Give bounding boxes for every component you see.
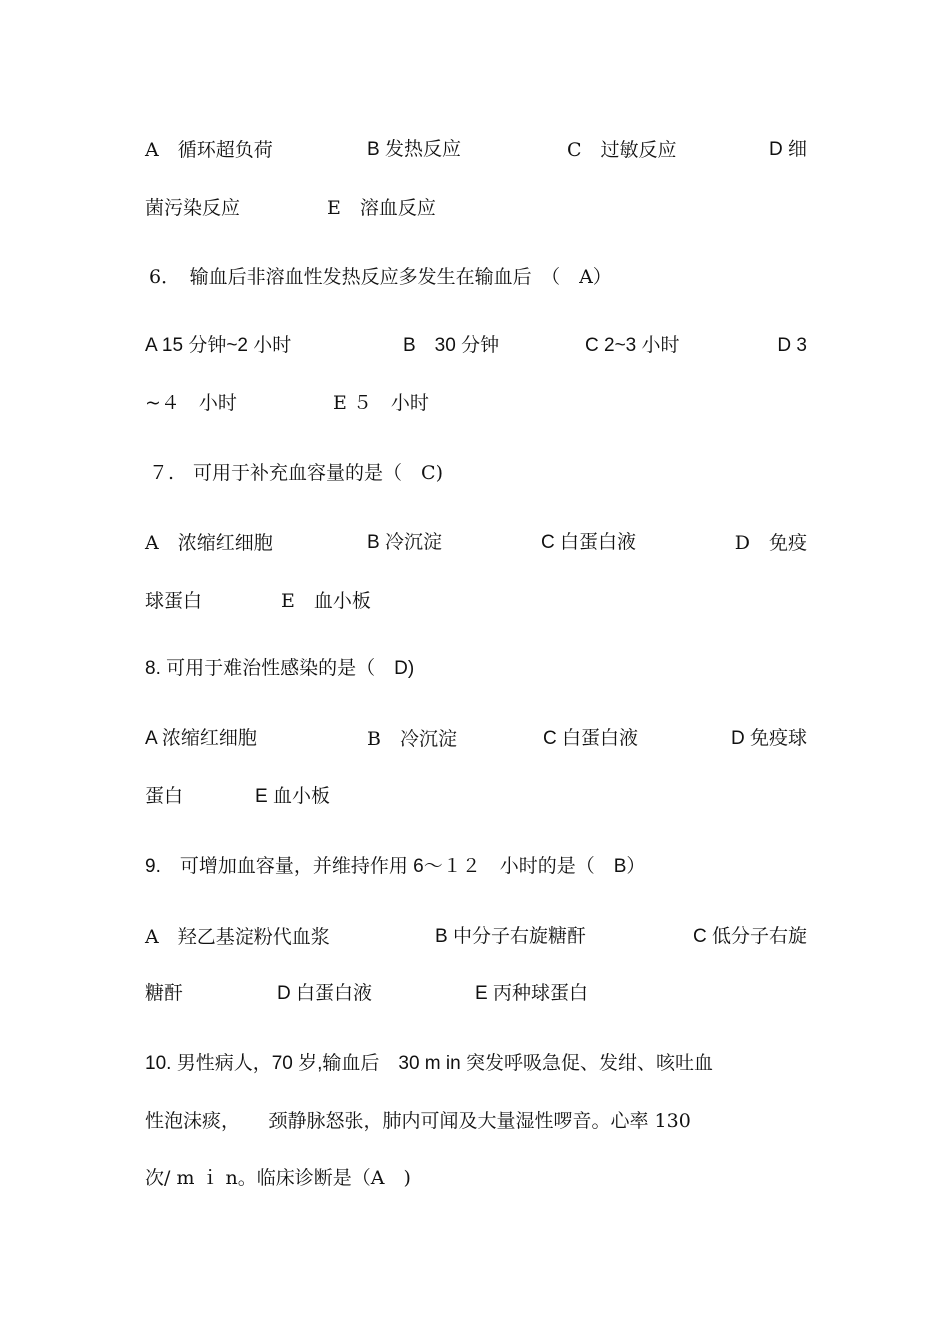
q9-options-line-2 (145, 977, 807, 1011)
q5-option-d: D 细 (768, 139, 807, 160)
q8-option-d-continued: 蛋白 (145, 786, 184, 807)
q5-options-line-2 (145, 191, 807, 225)
q6-option-d-continued: ~４ 小时 (145, 392, 237, 414)
q5-option-e: E 溶血反应 (327, 197, 436, 219)
q5-option-d-continued: 菌污染反应 (145, 197, 241, 219)
q9-option-e: E 丙种球蛋白 (475, 983, 588, 1004)
q9-option-d: D 白蛋白液 (277, 983, 373, 1004)
q5-option-a: A 循环超负荷 (145, 139, 273, 161)
q9-option-b: B 中分子右旋糖酐 (435, 926, 586, 947)
q7-option-e: E 血小板 (281, 590, 371, 612)
q6-option-b: B 30 分钟 (403, 335, 500, 356)
q8-option-d: D 免疫球 (730, 728, 807, 749)
q9-option-c-continued: 糖酐 (145, 983, 184, 1004)
q5-options-line-1 (145, 133, 807, 167)
q8-option-c: C 白蛋白液 (543, 728, 639, 749)
q7-option-b: B 冷沉淀 (367, 532, 442, 553)
q6-stem (145, 260, 807, 294)
q8-options-line-1 (145, 722, 807, 756)
q8-stem (145, 652, 807, 686)
q9-option-a: A 羟乙基淀粉代血浆 (145, 926, 330, 948)
q7-option-d-continued: 球蛋白 (145, 590, 203, 612)
q7-options-line-2 (145, 584, 807, 618)
q6-options-line-2 (145, 386, 807, 420)
q7-stem-text: ７. 可用于补充血容量的是（ C) (149, 462, 443, 484)
q10-line-2-text: 性泡沫痰， 颈静脉怒张，肺内可闻及大量湿性啰音。心率 130 (145, 1110, 691, 1132)
q7-option-a: A 浓缩红细胞 (145, 532, 273, 554)
q6-option-c: C 2~3 小时 (585, 335, 680, 356)
q5-option-c: C 过敏反应 (567, 139, 677, 161)
q5-option-b: B 发热反应 (367, 139, 461, 160)
q7-stem (145, 456, 807, 490)
q9-options-line-1 (145, 920, 807, 954)
q6-option-e: E ５ 小时 (333, 392, 429, 414)
q10-line-3-text: 次/ m ｉ n。临床诊断是（A ) (145, 1167, 411, 1189)
q8-options-line-2 (145, 780, 807, 814)
q9-option-c: C 低分子右旋 (692, 926, 807, 947)
q8-stem-text: 8. 可用于难治性感染的是（ D) (145, 658, 415, 679)
q7-option-d: D 免疫 (734, 532, 807, 554)
q10-line-1 (145, 1047, 807, 1081)
q6-options-line-1 (145, 329, 807, 363)
q6-stem-text: 6． 输血后非溶血性发热反应多发生在输血后 （ A） (149, 266, 612, 288)
q7-options-line-1 (145, 526, 807, 560)
q8-option-b: B 冷沉淀 (367, 728, 457, 750)
q6-option-a: A 15 分钟~2 小时 (145, 335, 292, 356)
q6-option-d: D 3 (777, 335, 807, 356)
q10-line-1-text: 10. 男性病人，70 岁,输血后 30 m in 突发呼吸急促、发绀、咳吐血 (145, 1053, 713, 1074)
q9-stem-text: 9. 可增加血容量，并维持作用 6～１２ 小时的是（ B） (145, 856, 646, 877)
q8-option-e: E 血小板 (255, 786, 330, 807)
q7-option-c: C 白蛋白液 (541, 532, 637, 553)
q8-option-a: A 浓缩红细胞 (145, 728, 257, 749)
q10-line-2 (145, 1104, 807, 1138)
q10-line-3 (145, 1161, 807, 1195)
q9-stem (145, 850, 807, 884)
